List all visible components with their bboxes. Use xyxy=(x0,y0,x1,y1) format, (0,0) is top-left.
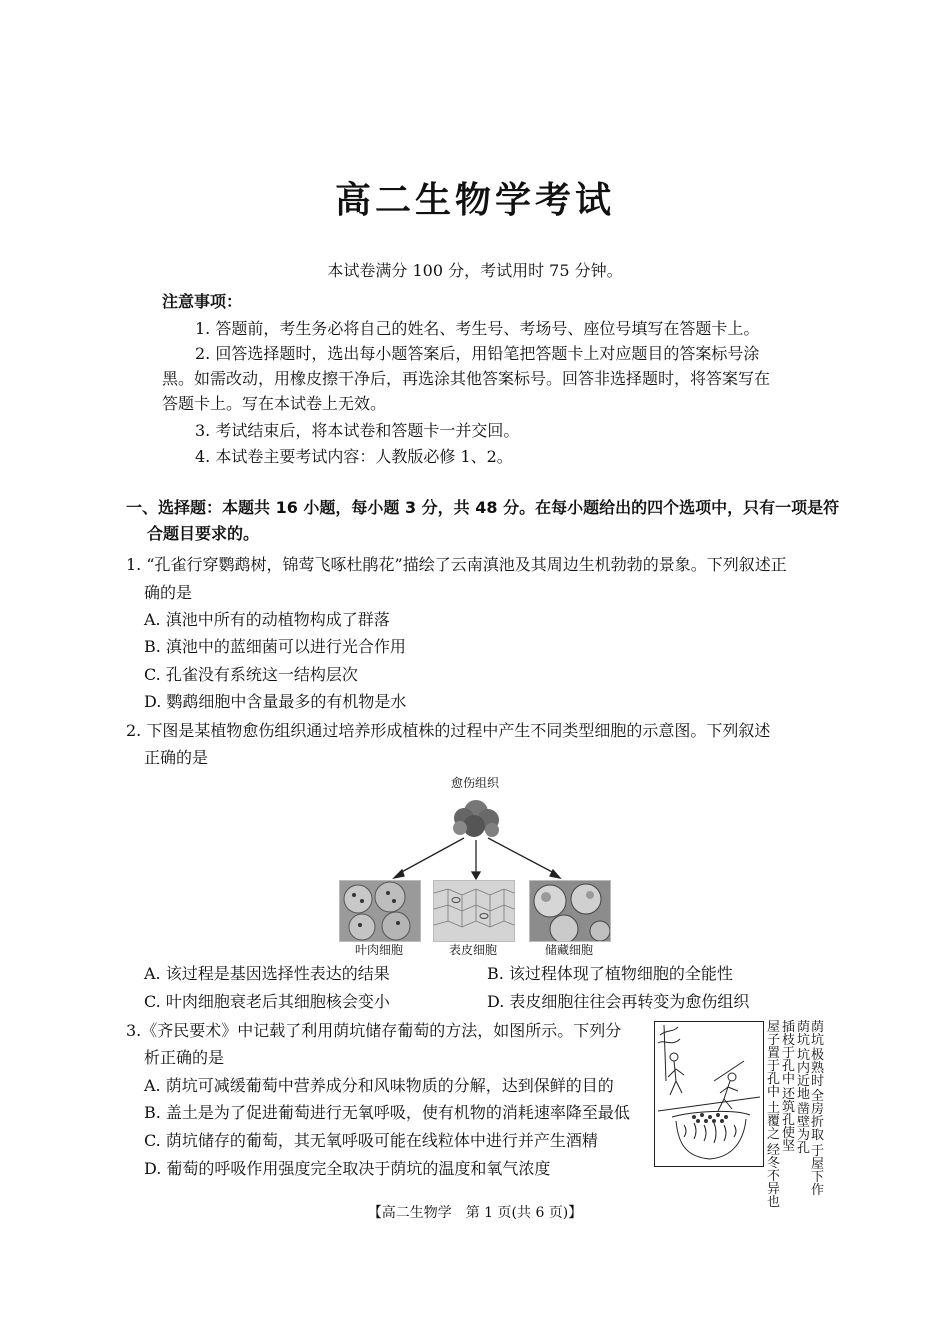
q3-option-d: D. 葡萄的呼吸作用强度完全取决于荫坑的温度和氧气浓度 xyxy=(144,1159,551,1178)
q3-option-a: A. 荫坑可减缓葡萄中营养成分和风味物质的分解，达到保鲜的目的 xyxy=(144,1076,614,1095)
vertical-text-col: 全房折取 xyxy=(811,1089,825,1143)
vertical-text-col: 土覆之 xyxy=(767,1101,781,1142)
q1-stem-cont: 确的是 xyxy=(144,583,193,602)
storage-cell-image xyxy=(529,880,611,942)
arrow-icons xyxy=(394,838,560,879)
q3-stem-cont: 析正确的是 xyxy=(144,1048,225,1067)
q2-stem: 2. 下图是某植物愈伤组织通过培养形成植株的过程中产生不同类型细胞的示意图。下列叙述 xyxy=(126,721,771,740)
vertical-text-col: 极熟时 xyxy=(811,1048,825,1089)
figure-label-mesophyll: 叶肉细胞 xyxy=(354,943,403,957)
vertical-text-col: 荫坑 xyxy=(797,1020,811,1048)
q3-option-c: C. 荫坑储存的葡萄，其无氧呼吸可能在线粒体中进行并产生酒精 xyxy=(144,1131,598,1150)
grape-pit-illustration xyxy=(654,1021,764,1167)
figure-label-callus: 愈伤组织 xyxy=(450,776,499,790)
vertical-text-col: 经冬不异也 xyxy=(767,1143,781,1210)
exam-subtitle: 本试卷满分 100 分，考试用时 75 分钟。 xyxy=(327,261,623,280)
q2-option-a: A. 该过程是基因选择性表达的结果 xyxy=(144,964,390,983)
notice-item: 答题卡上。写在本试卷上无效。 xyxy=(162,394,387,413)
vertical-text-col: 于屋下作 xyxy=(811,1144,825,1198)
q1-option-d: D. 鹦鹉细胞中含量最多的有机物是水 xyxy=(144,692,407,711)
notice-heading: 注意事项： xyxy=(162,292,243,311)
section-heading: 一、选择题：本题共 16 小题，每小题 3 分，共 48 分。在每小题给出的四个选项中，只有一项是符 xyxy=(126,498,840,517)
vertical-text-col: 凿壁为孔 xyxy=(797,1102,811,1156)
figure-label-epidermal: 表皮细胞 xyxy=(448,943,497,957)
epidermal-cell-image xyxy=(433,880,515,942)
q2-option-d: D. 表皮细胞往往会再转变为愈伤组织 xyxy=(487,992,750,1011)
section-heading-cont: 合题目要求的。 xyxy=(147,524,260,543)
q1-option-b: B. 滇池中的蓝细菌可以进行光合作用 xyxy=(144,637,406,656)
q3-option-b: B. 盖土是为了促进葡萄进行无氧呼吸，使有机物的消耗速率降至最低 xyxy=(144,1103,630,1122)
notice-item: 4. 本试卷主要考试内容：人教版必修 1、2。 xyxy=(195,447,513,466)
q2-option-b: B. 该过程体现了植物细胞的全能性 xyxy=(487,964,733,983)
q1-stem: 1. “孔雀行穿鹦鹉树，锦莺飞啄杜鹃花”描绘了云南滇池及其周边生机勃勃的景象。下列叙述正 xyxy=(126,555,787,574)
notice-item: 3. 考试结束后，将本试卷和答题卡一并交回。 xyxy=(195,421,520,440)
page-footer: 【高二生物学 第 1 页(共 6 页)】 xyxy=(367,1205,583,1221)
mesophyll-cell-image xyxy=(339,880,421,942)
vertical-text-col: 荫坑 xyxy=(811,1020,825,1048)
q2-stem-cont: 正确的是 xyxy=(144,748,209,767)
q1-option-a: A. 滇池中所有的动植物构成了群落 xyxy=(144,610,390,629)
notice-item: 1. 答题前，考生务必将自己的姓名、考生号、考场号、座位号填写在答题卡上。 xyxy=(195,319,760,338)
q1-option-c: C. 孔雀没有系统这一结构层次 xyxy=(144,665,358,684)
vertical-text-col: 屋子置于孔中 xyxy=(767,1020,781,1100)
notice-item: 黑。如需改动，用橡皮擦干净后，再选涂其他答案标号。回答非选择题时，将答案写在 xyxy=(162,369,771,388)
vertical-text-col: 坑内近地 xyxy=(797,1048,811,1102)
vertical-text-col: 插枝于孔中 xyxy=(782,1020,796,1087)
q2-option-c: C. 叶肉细胞衰老后其细胞核会变小 xyxy=(144,992,390,1011)
q3-stem: 3.《齐民要术》中记载了利用荫坑储存葡萄的方法，如图所示。下列分 xyxy=(126,1021,622,1040)
notice-item: 2. 回答选择题时，选出每小题答案后，用铅笔把答题卡上对应题目的答案标号涂 xyxy=(195,344,760,363)
figure-label-storage: 储藏细胞 xyxy=(544,943,593,957)
page-title: 高二生物学考试 xyxy=(334,180,615,221)
vertical-text-col: 还筑孔使坚 xyxy=(782,1087,796,1154)
callus-cloud-icon xyxy=(453,800,499,837)
